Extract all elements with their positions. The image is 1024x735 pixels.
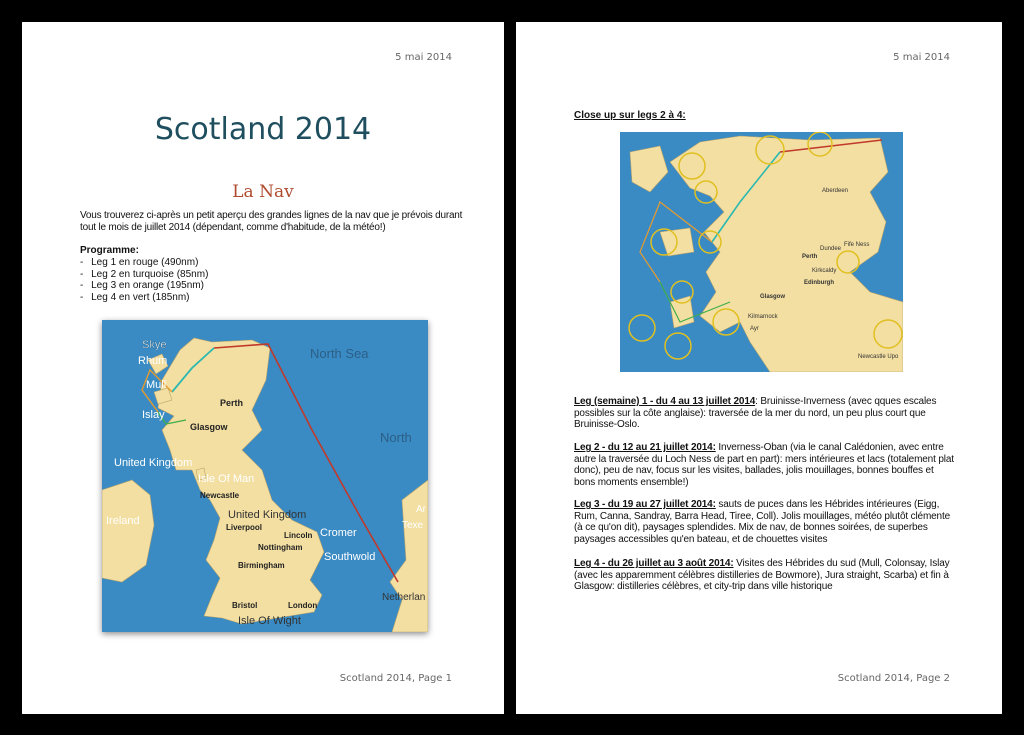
leg-heading: Leg 4 - du 26 juillet au 3 août 2014: [574, 558, 734, 569]
leg-paragraph-3 [574, 499, 956, 545]
map-label-rhum: Rhum [138, 355, 168, 367]
map-label-nottingham: Nottingham [258, 543, 303, 552]
map-label-fife-ness: Fife Ness [844, 242, 870, 248]
route-map-uk [102, 320, 428, 632]
islay-island [670, 296, 694, 328]
map-label-mull: Mull [146, 379, 167, 391]
map-label-newcastle: Newcastle Upo [858, 354, 899, 360]
map-label-north-sea: North Sea [310, 346, 369, 361]
programme-heading: Programme: [80, 245, 139, 256]
map-label-perth: Perth [802, 254, 818, 260]
leg-paragraph-4 [574, 558, 956, 593]
map-label-london: London [288, 601, 318, 610]
leg-description: : Bruinisse-Inverness (avec qques escales possibles sur la côte anglaise): traversée de la mer du nord, un peu plus court que Bruinisse-Oslo. [574, 396, 937, 431]
map-label-isle-of-man: Isle Of Man [198, 473, 255, 485]
map-label-texel: Texe [402, 520, 424, 531]
map-label-lincoln: Lincoln [284, 531, 313, 540]
footer-page-number: Scotland 2014, Page 2 [837, 673, 950, 684]
leg-heading: Leg 3 - du 19 au 27 juillet 2014: [574, 499, 716, 510]
map-label-southwold: Southwold [324, 551, 376, 563]
leg-paragraph-2 [574, 442, 956, 488]
map-label-perth: Perth [220, 398, 244, 408]
map-label-liverpool: Liverpool [226, 523, 263, 532]
map-label-glasgow: Glasgow [190, 422, 228, 432]
ireland-landmass [102, 480, 154, 582]
map-label-am: Ar [416, 504, 426, 515]
document-title: Scotland 2014 [154, 112, 372, 147]
map-label-islay: Islay [142, 409, 165, 421]
map-label-dundee: Dundee [820, 246, 842, 252]
programme-list [80, 257, 208, 303]
map-label-edinburgh: Edinburgh [804, 280, 834, 286]
route-map-scotland [620, 132, 903, 372]
footer-page-number: Scotland 2014, Page 1 [339, 673, 452, 684]
leg-paragraph-1 [574, 396, 956, 431]
header-date: 5 mai 2014 [395, 52, 452, 63]
map-label-north: North [380, 430, 412, 445]
map-label-cromer: Cromer [320, 527, 357, 539]
scotland-landmass [670, 136, 903, 372]
programme-item: - Leg 3 en orange (195nm) [80, 280, 208, 292]
hebrides-islands [630, 146, 668, 192]
map-label-newcastle: Newcastle [200, 491, 240, 500]
map-label-kilmarnock: Kilmarnock [748, 314, 778, 320]
leg-description: Inverness-Oban (via le canal Calédonien, avec entre autre la traversée du Loch Ness de part en part): mers intérieures et lacs (totalement plat donc), peu de nav, focus sur les visites, ballades, jolis mouillages, bonnes bouffes et bons moments ensemble!) [574, 442, 954, 488]
map-label-kirkcaldy: Kirkcaldy [812, 268, 837, 274]
map-label-ayr: Ayr [750, 326, 759, 332]
intro-paragraph: Vous trouverez ci-après un petit aperçu des grandes lignes de la nav que je prévois durant tout le mois de juillet 2014 (dépendant, comme d'habitude, de la météo!) [80, 210, 463, 233]
document-page-2 [516, 22, 1002, 714]
map-label-ireland: Ireland [106, 515, 140, 527]
programme-item: - Leg 4 en vert (185nm) [80, 292, 208, 304]
map-label-isle-of-wight: Isle Of Wight [238, 615, 301, 627]
map-label-netherlands: Netherlan [382, 592, 426, 603]
close-up-heading: Close up sur legs 2 à 4: [574, 110, 686, 121]
map-label-aberdeen: Aberdeen [822, 188, 849, 194]
europe-landmass [390, 480, 428, 632]
programme-item: - Leg 2 en turquoise (85nm) [80, 269, 208, 281]
map-label-bristol: Bristol [232, 601, 258, 610]
header-date: 5 mai 2014 [893, 52, 950, 63]
map-label-united-kingdom-center: United Kingdom [228, 509, 307, 521]
leg-description: sauts de puces dans les Hébrides intérieures (Eigg, Rum, Canna, Sandray, Barra Head, Tiree, Coll). Jolis mouillages, météo plutôt clémente (à ce qu'on dit), paysages splendides. Mix de nav, de bonnes soirées, de superbes paysages accessibles qu'en bateau, et de chouettes visites [574, 499, 950, 545]
map-label-glasgow: Glasgow [760, 294, 786, 300]
section-subtitle: La Nav [232, 182, 294, 202]
leg-description: Visites des Hébrides du sud (Mull, Colonsay, Islay (avec les apparemment célèbres distilleries de Bowmore), Jura straight, Scarba) et fin à Glasgow: distilleries célèbres, et city-trip dans ville historique [574, 558, 950, 593]
leg-heading: Leg (semaine) 1 - du 4 au 13 juillet 2014 [574, 396, 756, 407]
map-label-skye: Skye [142, 339, 167, 351]
programme-item: - Leg 1 en rouge (490nm) [80, 257, 208, 269]
leg-heading: Leg 2 - du 12 au 21 juillet 2014: [574, 442, 716, 453]
map-label-united-kingdom-west: United Kingdom [114, 457, 193, 469]
map-label-birmingham: Birmingham [238, 561, 285, 570]
document-page-1 [22, 22, 504, 714]
